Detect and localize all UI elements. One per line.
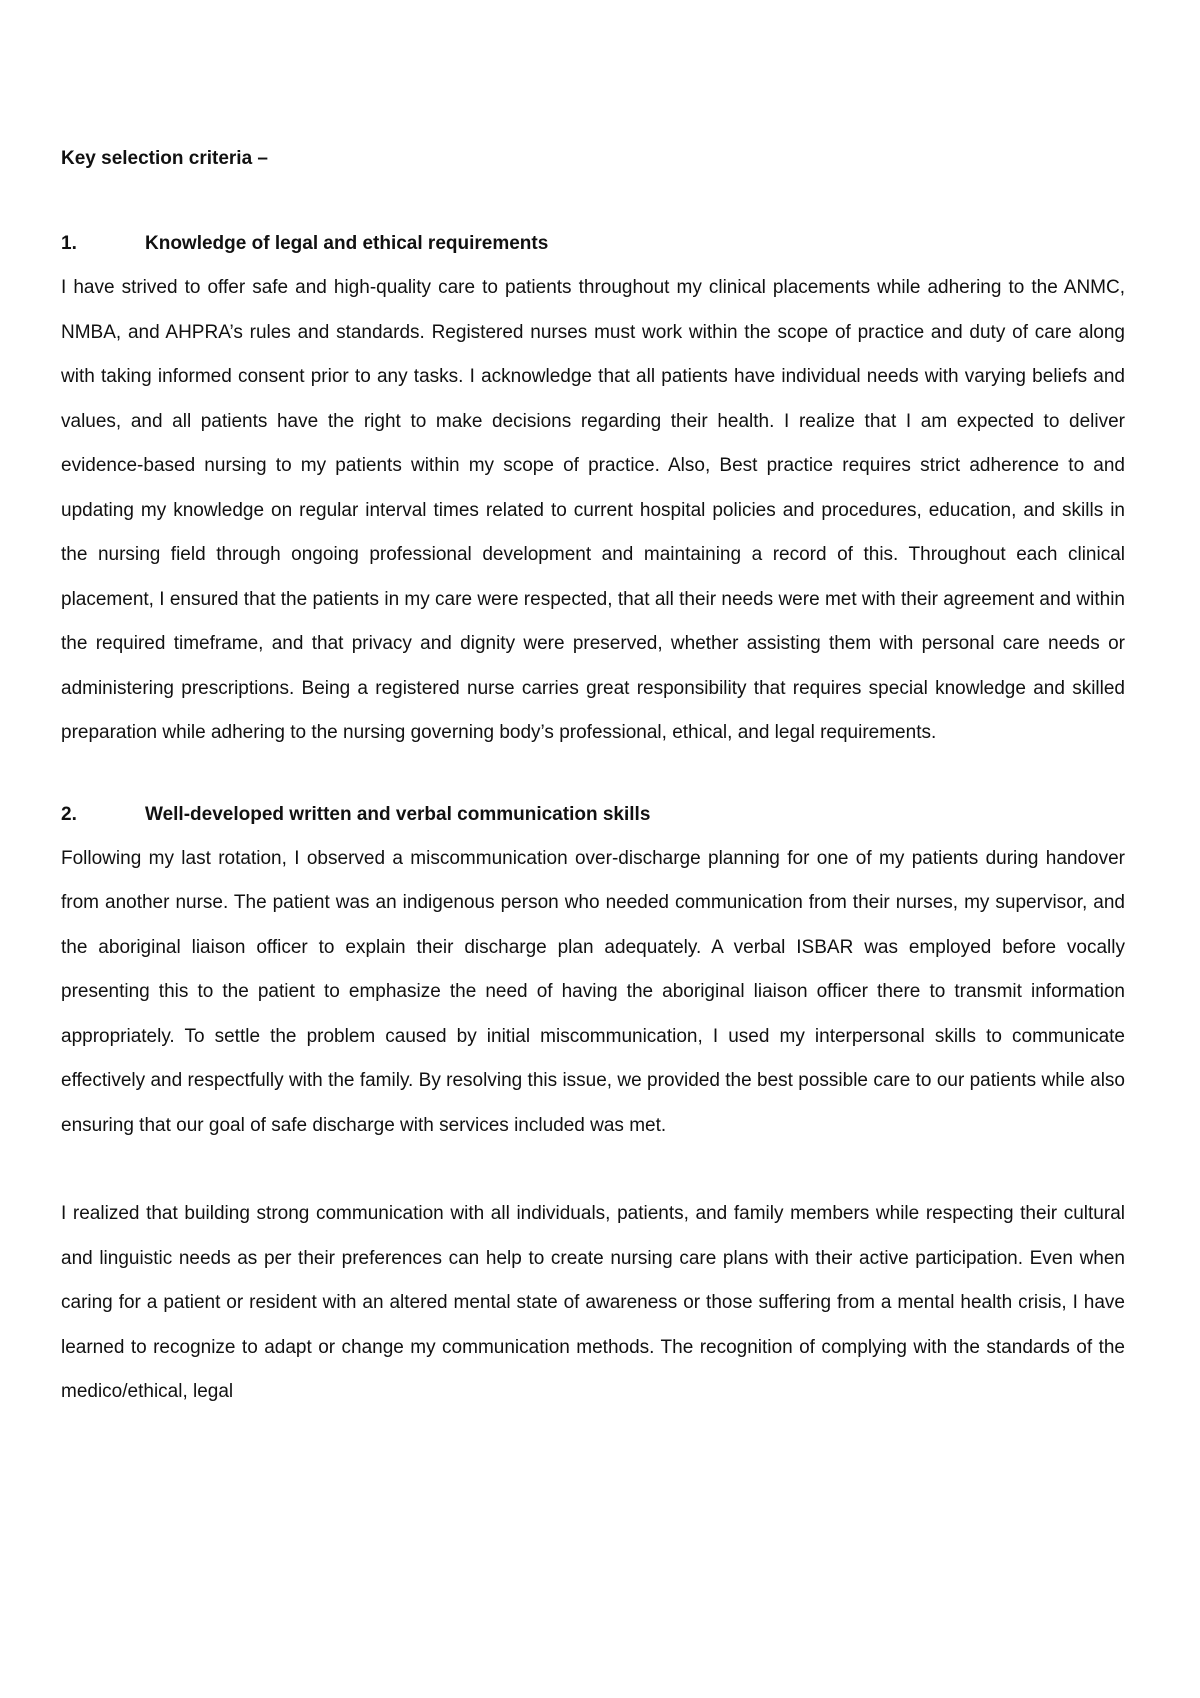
section-2-title: Well-developed written and verbal communication skills [145, 803, 651, 825]
section-1-heading [61, 231, 1125, 257]
section-2-number: 2. [61, 803, 77, 825]
document-title: Key selection criteria – [61, 148, 268, 169]
section-1-number: 1. [61, 233, 77, 254]
section-1-title: Knowledge of legal and ethical requirements [145, 233, 549, 254]
section-2-paragraph-2: I realized that building strong communication with all individuals, patients, and family members while respecting their cultural and linguistic needs as per their preferences can help to create nursing care plans with their active participation. Even when caring for a patient or resident with an altered mental state of awareness or those suffering from a mental health crisis, I have learned to recognize to adapt or change my communication methods. The recognition of complying with the standards of the medico/ethical, legal [61, 1203, 1125, 1402]
section-2-paragraph-1: Following my last rotation, I observed a miscommunication over-discharge planning for one of my patients during handover from another nurse. The patient was an indigenous person who needed communication from their nurses, my supervisor, and the aboriginal liaison officer to explain their discharge plan adequately. A verbal ISBAR was employed before vocally presenting this to the patient to emphasize the need of having the aboriginal liaison officer there to transmit information appropriately. To settle the problem caused by initial miscommunication, I used my interpersonal skills to communicate effectively and respectfully with the family. By resolving this issue, we provided the best possible care to our patients while also ensuring that our goal of safe discharge with services included was met. [61, 847, 1125, 1136]
section-1-paragraph-1: I have strived to offer safe and high-quality care to patients throughout my clinical placements while adhering to the ANMC, NMBA, and AHPRA’s rules and standards. Registered nurses must work within the scope of practice and duty of care along with taking informed consent prior to any tasks. I acknowledge that all patients have individual needs with varying beliefs and values, and all patients have the right to make decisions regarding their health. I realize that I am expected to deliver evidence-based nursing to my patients within my scope of practice. Also, Best practice requires strict adherence to and updating my knowledge on regular interval times related to current hospital policies and procedures, education, and skills in the nursing field through ongoing professional development and maintaining a record of this. Throughout each clinical placement, I ensured that the patients in my care were respected, that all their needs were met with their agreement and within the required timeframe, and that privacy and dignity were preserved, whether assisting them with personal care needs or administering prescriptions. Being a registered nurse carries great responsibility that requires special knowledge and skilled preparation while adhering to the nursing governing body’s professional, ethical, and legal requirements. [61, 277, 1125, 743]
section-2-heading [61, 802, 1125, 828]
document-body [61, 146, 1125, 1415]
